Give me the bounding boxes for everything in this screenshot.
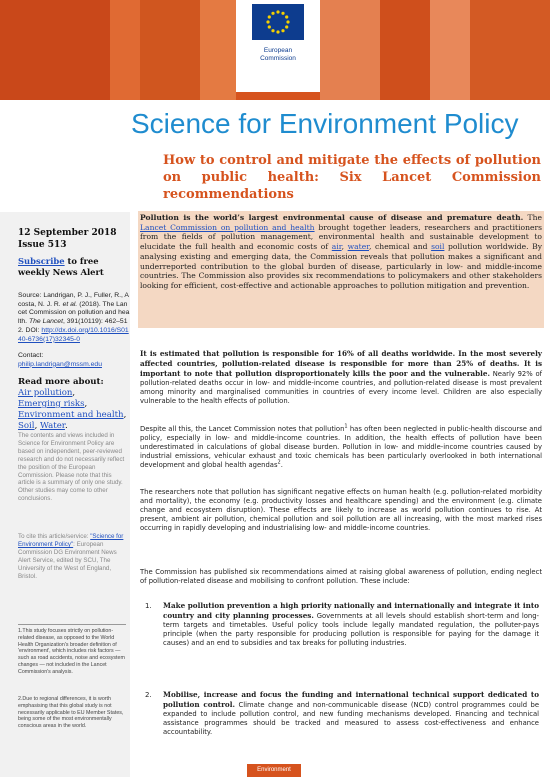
intro-text-part: , <box>341 242 348 252</box>
subscribe-link[interactable]: Subscribe <box>18 256 65 266</box>
paragraph-2-part: Despite all this, the Lancet Commission notes that pollution <box>140 425 345 433</box>
paragraph-3: The researchers note that pollution has significant negative effects on human health (e.g. pollution-related morbidity and mortality), the economy (e.g. productivity losses and healthcare spending) and the environment (e.g. climate change and ecosystem disruption). These effects are likely to increase as world pollution continues to rise. At present, ambient air pollution, chemical pollution and soil pollution are all increasing, with the most marked rises occurring in rapidly developing and industrialising low- and middle-income countries. <box>140 488 542 533</box>
intro-text-part: The <box>523 213 542 222</box>
cite-intro: To cite this article/service: <box>18 533 91 540</box>
footnote-1: 1.This study focuses strictly on pollution-related disease, as opposed to the World Health Organization's broader definition of 'environment', which includes risk factors — such as road accidents, noise and ecosystem changes — not included in the Lancet Commission's analysis. <box>18 628 125 675</box>
paragraph-2-part: . <box>280 461 283 470</box>
eu-stars-icon <box>252 4 304 40</box>
banner-stripe <box>320 0 380 100</box>
banner-stripe <box>110 0 140 100</box>
topic-link-air-pollution[interactable]: Air pollution <box>18 388 73 398</box>
banner-stripe <box>430 0 470 100</box>
paragraph-1 <box>140 349 542 407</box>
issue-date: 12 September 2018 <box>18 228 117 238</box>
soil-link[interactable]: soil <box>431 242 445 252</box>
contact-email-link[interactable]: philip.landrigan@mssm.edu <box>18 360 102 368</box>
topic-link-environment-health[interactable]: Environment and health <box>18 410 124 420</box>
article-headline: How to control and mitigate the effects of pollution on public health: Six Lancet Commission recommendations <box>163 153 541 202</box>
paragraph-1-rest: Nearly 92% of pollution-related deaths occur in low- and middle-income countries, and pollution-related disease is most prevalent among minority and marginalised communities in countries of every income level. Children are also especially vulnerable to the health effects of pollution. <box>140 370 542 406</box>
list-number: 1. <box>145 602 152 610</box>
cite-rest: : European Commission DG Environment News Alert Service, edited by SCU, The University of the West of England, Bristol. <box>18 540 117 580</box>
footnote-ref-2: 2 <box>277 460 281 467</box>
read-more-block: Read more about: Air pollution, Emerging risks, Environment and health, Soil, Water. <box>18 377 130 432</box>
source-authors: Landrigan, P. J., Fuller, R., Acosta, N. J. R. <box>18 292 129 308</box>
eu-flag-icon <box>252 4 304 40</box>
subscribe-block <box>18 256 130 278</box>
issue-number: Issue 513 <box>18 239 67 250</box>
list-number: 2. <box>145 691 152 699</box>
footnote-ref-1: 1 <box>344 423 348 430</box>
list-item-lead: Make pollution prevention a high priority nationally and internationally and integrate it into country and city planning processes. <box>163 601 539 621</box>
banner-stripe <box>140 0 200 100</box>
paragraph-2 <box>140 425 542 470</box>
intro-text-part: pollution worldwide. By analysing existing and emerging data, the Commission reveals that pollution makes a significant and underreported contribution to the global burden of disease, particularly in low- and middle-income countries. The Commission also provides six recommendations to policymakers and other stakeholders looking for efficient, cost-effective and actionable approaches to pollution mitigation and prevention. <box>140 242 542 290</box>
ec-name <box>236 47 320 62</box>
banner-stripe <box>0 0 110 100</box>
publication-title: Science for Environment Policy <box>131 108 519 139</box>
source-label: Source: <box>18 292 42 299</box>
list-item-lead: Mobilise, increase and focus the funding and international technical support dedicated to pollution control. <box>163 690 539 710</box>
source-volume: , 391(10119): 462–512. DOI: <box>18 318 128 334</box>
banner-stripe <box>380 0 430 100</box>
lancet-commission-link[interactable]: Lancet Commission on pollution and health <box>140 222 315 232</box>
disclaimer: The contents and views included in Science for Environment Policy are based on independent, peer-reviewed research and do not necessarily reflect the position of the European Commission. Please note that this article is a summary of only one study. Other studies may come to other conclusions. <box>18 432 125 503</box>
banner-stripe <box>470 0 550 100</box>
list-item-rest: Climate change and non-communicable disease (NCD) control programmes could be expanded to include pollution control, and new funding mechanisms developed. Financing and technical assistance programmes should be tracked and measured to assess cost-effectiveness and enhance accountability. <box>163 701 540 737</box>
list-item <box>163 690 539 737</box>
footnote-2: 2.Due to regional differences, it is worth emphasising that this global study is not necessarily applicable to EU Member States, being some of the most environmentally conscious areas in the world. <box>18 696 124 730</box>
topic-link-soil[interactable]: Soil <box>18 421 35 431</box>
paragraph-1-lead: It is estimated that pollution is responsible for 16% of all deaths worldwide. In the most severely affected countries, pollution-related disease is responsible for more than 25% of deaths. It is important to note that pollution disproportionately kills the poor and the vulnerable. <box>140 349 542 379</box>
list-item <box>163 601 539 648</box>
topic-link-water[interactable]: Water <box>40 421 65 431</box>
source-citation <box>18 292 130 344</box>
doi-link[interactable]: http://dx.doi.org/10.1016/S0140-6736(17)32345-0 <box>18 326 129 343</box>
source-rest: (2018). The Lancet Commission on pollution and health. <box>18 300 130 326</box>
ec-name-line1: European <box>263 47 293 54</box>
cite-link[interactable]: "Science for Environment Policy" <box>18 533 124 548</box>
ec-name-line2: Commission <box>260 54 296 62</box>
issue-info <box>18 228 128 251</box>
read-more-heading: Read more about: <box>18 377 104 387</box>
environment-tab: Environment <box>247 764 301 777</box>
subscribe-text: to free weekly News Alert <box>18 256 104 277</box>
paragraph-2-part: has often been neglected in public-health discourse and policy, especially in low- and middle-income countries. In addition, the health effects of pollution have been underestimated in calculations of global disease burden. Pollution in low- and middle-income countries caused by industrial emissions, vehicular exhaust and toxic chemicals has been particularly overlooked in both international development and global health agendas <box>140 425 543 470</box>
topic-link-emerging-risks[interactable]: Emerging risks <box>18 399 85 409</box>
water-link[interactable]: water <box>347 242 369 252</box>
source-etal: et al. <box>62 300 78 308</box>
contact-block <box>18 352 130 369</box>
intro-text <box>140 213 542 291</box>
intro-text-part: , chemical and <box>369 242 432 252</box>
footnote-divider <box>18 624 126 625</box>
paragraph-4: The Commission has published six recommendations aimed at raising global awareness of pollution, ending neglect of pollution-related disease and mobilising to confront pollution. These include: <box>140 568 542 586</box>
list-item-rest: Governments at all levels should establish short-term and long-term targets and timetables. Useful policy tools include legally mandated regulation, the polluter-pays principle (when the party responsible for producing pollution is responsible for paying for the damage it causes) and an end to subsidies and tax breaks for polluting industries. <box>163 612 539 648</box>
intro-lead: Pollution is the world’s largest environmental cause of disease and premature death. <box>140 213 524 222</box>
source-journal: The Lancet <box>28 318 63 326</box>
citation-note <box>18 533 128 580</box>
air-link[interactable]: air <box>331 242 342 252</box>
contact-label: Contact: <box>18 352 44 359</box>
intro-text-part: brought together leaders, researchers and practitioners from the fields of pollution management, environmental health and sustainable development to elucidate the full health and economic costs of <box>140 222 542 252</box>
banner-stripe <box>200 0 236 100</box>
